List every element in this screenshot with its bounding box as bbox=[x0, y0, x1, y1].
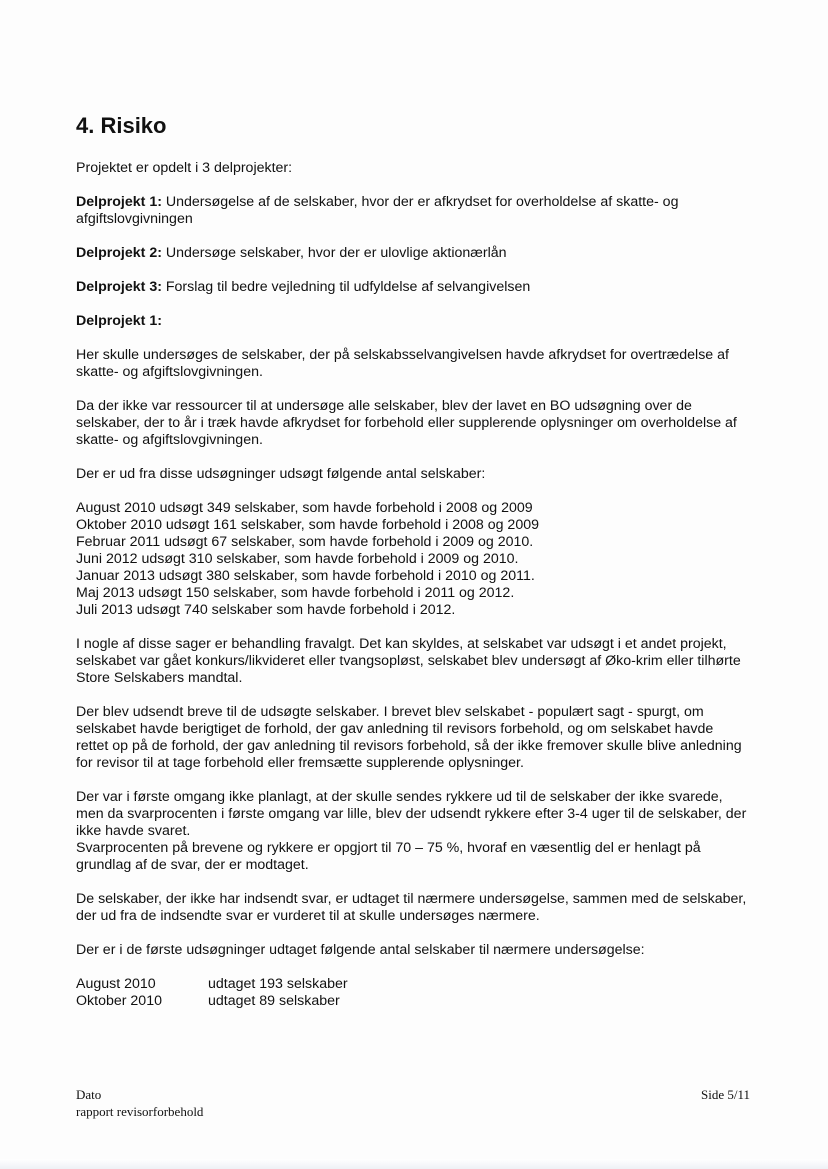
list-item: Maj 2013 udsøgt 150 selskaber, som havde forbehold i 2011 og 2012. bbox=[76, 585, 515, 601]
subproject-label: Delprojekt 2: bbox=[76, 245, 162, 261]
scan-edge bbox=[0, 1159, 828, 1169]
intro-text: Projektet er opdelt i 3 delprojekter: bbox=[76, 160, 293, 176]
list-item: Januar 2013 udsøgt 380 selskaber, som havde forbehold i 2010 og 2011. bbox=[76, 568, 535, 584]
paragraph: Her skulle undersøges de selskaber, der på selskabsselvangivelsen havde afkrydset for overtrædelse af skatte- og afgiftslovgivningen. bbox=[76, 347, 729, 380]
subproject-text: Undersøgelse af de selskaber, hvor der er afkrydset for overholdelse af skatte- og afgiftslovgivningen bbox=[76, 194, 679, 227]
paragraph: I nogle af disse sager er behandling fravalgt. Det kan skyldes, at selskabet var udsøgt i et andet projekt, selskabet var gået konkurs/likvideret eller tvangsopløst, selskabet blev undersøgt af Øko-krim eller tilhørte Store Selskabers mandtal. bbox=[76, 636, 741, 686]
paragraph: Der er ud fra disse udsøgninger udsøgt følgende antal selskaber: bbox=[76, 466, 486, 482]
month-label: August 2010 bbox=[76, 976, 156, 992]
response-rate-line: Svarprocenten på brevene og rykkere er opgjort til 70 – 75 %, hvoraf en væsentlig del er henlagt på grundlag af de svar, der er modtaget. bbox=[76, 840, 701, 873]
page-number: Side 5/11 bbox=[701, 1087, 750, 1102]
subsection-heading: Delprojekt 1: bbox=[76, 313, 162, 329]
paragraph: Da der ikke var ressourcer til at undersøge alle selskaber, blev der lavet en BO udsøgning over de selskaber, der to år i træk havde afkrydset for forbehold eller supplerende oplysninger om overholdelse af skatte- og afgiftslovgivningen. bbox=[76, 398, 737, 448]
document-body bbox=[76, 112, 748, 1027]
selected-count: udtaget 193 selskaber bbox=[208, 976, 348, 992]
list-item: Oktober 2010 udsøgt 161 selskaber, som havde forbehold i 2008 og 2009 bbox=[76, 517, 539, 533]
selected-count: udtaget 89 selskaber bbox=[208, 993, 340, 1009]
list-item bbox=[76, 993, 748, 1010]
selected-list bbox=[76, 976, 748, 1010]
subproject-text: Forslag til bedre vejledning til udfyldelse af selvangivelsen bbox=[161, 279, 531, 295]
list-item bbox=[76, 976, 748, 993]
list-item: Februar 2011 udsøgt 67 selskaber, som havde forbehold i 2009 og 2010. bbox=[76, 534, 534, 550]
subproject-2 bbox=[76, 245, 748, 262]
paragraph: De selskaber, der ikke har indsendt svar, er udtaget til nærmere undersøgelse, sammen med de selskaber, der ud fra de indsendte svar er vurderet til at skulle undersøges nærmere. bbox=[76, 891, 747, 924]
subproject-label: Delprojekt 1: bbox=[76, 194, 162, 210]
reminder-line: Der var i første omgang ikke planlagt, at der skulle sendes rykkere ud til de selskaber der ikke svarede, men da svarprocenten i første omgang var lille, blev der udsendt rykkere efter 3-4 uger til de selskaber, der ikke havde svaret. bbox=[76, 789, 747, 839]
subproject-label: Delprojekt 3: bbox=[76, 279, 162, 295]
month-label: Oktober 2010 bbox=[76, 993, 162, 1009]
paragraph: Der er i de første udsøgninger udtaget følgende antal selskaber til nærmere undersøgelse: bbox=[76, 942, 645, 958]
paragraph: Der blev udsendt breve til de udsøgte selskaber. I brevet blev selskabet - populært sagt - spurgt, om selskabet havde berigtiget de forhold, der gav anledning til revisors forbehold, og om selskabet havde rettet op på de forhold, der gav anledning til revisors forbehold, så der ikke fremover skulle blive anledning for revisor til at tage forbehold eller fremsætte supplerende oplysninger. bbox=[76, 704, 742, 771]
search-list bbox=[76, 500, 748, 619]
section-title: 4. Risiko bbox=[76, 113, 167, 138]
list-item: Juni 2012 udsøgt 310 selskaber, som havde forbehold i 2009 og 2010. bbox=[76, 551, 519, 567]
page-footer bbox=[76, 1086, 750, 1120]
footer-date: Dato bbox=[76, 1087, 102, 1102]
footer-report-name: rapport revisorforbehold bbox=[76, 1104, 204, 1119]
list-item: Juli 2013 udsøgt 740 selskaber som havde forbehold i 2012. bbox=[76, 602, 456, 618]
subproject-3 bbox=[76, 279, 748, 296]
subproject-text: Undersøge selskaber, hvor der er ulovlige aktionærlån bbox=[161, 245, 507, 261]
subproject-1 bbox=[76, 194, 748, 228]
paragraph-reminders bbox=[76, 789, 748, 874]
list-item: August 2010 udsøgt 349 selskaber, som havde forbehold i 2008 og 2009 bbox=[76, 500, 533, 516]
